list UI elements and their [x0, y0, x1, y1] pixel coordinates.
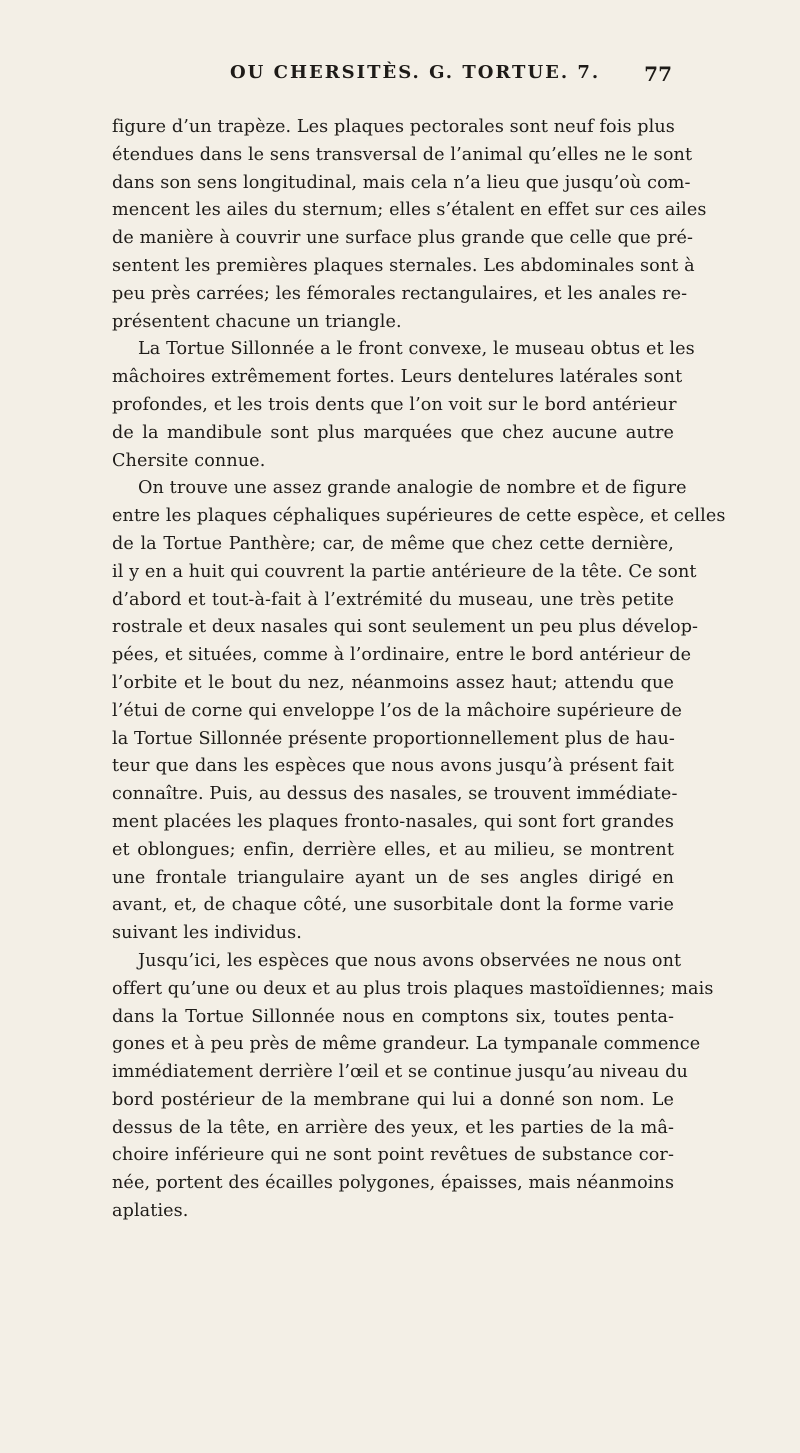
- text-line: bord postérieur de la membrane qui lui a donné son nom. Le: [112, 1089, 674, 1110]
- text-line: présentent chacune un triangle.: [112, 311, 402, 332]
- text-line: immédiatement derrière l’œil et se continue jusqu’au niveau du: [112, 1062, 688, 1083]
- text-line: mencent les ailes du sternum; elles s’étalent en effet sur ces ailes: [112, 200, 707, 221]
- text-line: née, portent des écailles polygones, épaisses, mais néanmoins: [112, 1173, 675, 1194]
- text-line: Jusqu’ici, les espèces que nous avons observées ne nous ont: [138, 950, 682, 971]
- text-line: l’orbite et le bout du nez, néanmoins assez haut; attendu que: [112, 672, 674, 693]
- text-line: la Tortue Sillonnée présente proportionnellement plus de hau-: [112, 728, 675, 749]
- text-line: suivant les individus.: [112, 923, 302, 944]
- text-line: de la mandibule sont plus marquées que chez aucune autre: [112, 422, 674, 443]
- text-line: ment placées les plaques fronto-nasales, qui sont fort grandes: [112, 811, 674, 832]
- text-line: de manière à couvrir une surface plus grande que celle que pré-: [112, 228, 694, 249]
- text-line: et oblongues; enfin, derrière elles, et au milieu, se montrent: [112, 839, 674, 860]
- text-line: connaître. Puis, au dessus des nasales, se trouvent immédiate-: [112, 784, 678, 805]
- page-number: 77: [644, 62, 672, 86]
- text-line: choire inférieure qui ne sont point revêtues de substance cor-: [112, 1145, 674, 1166]
- text-line: dessus de la tête, en arrière des yeux, et les parties de la mâ-: [112, 1117, 674, 1138]
- text-line: étendues dans le sens transversal de l’animal qu’elles ne le sont: [112, 144, 693, 165]
- text-line: mâchoires extrêmement fortes. Leurs dentelures latérales sont: [112, 367, 683, 388]
- text-line: On trouve une assez grande analogie de nombre et de figure: [138, 478, 687, 499]
- text-line: une frontale triangulaire ayant un de ses angles dirigé en: [112, 867, 674, 888]
- text-line: l’étui de corne qui enveloppe l’os de la mâchoire supérieure de: [112, 700, 682, 721]
- body-text: [112, 114, 726, 1226]
- text-line: entre les plaques céphaliques supérieures de cette espèce, et celles: [112, 506, 726, 527]
- text-line: rostrale et deux nasales qui sont seulement un peu plus dévelop-: [112, 617, 699, 638]
- text-line: gones et à peu près de même grandeur. La tympanale commence: [112, 1034, 701, 1055]
- text-line: dans la Tortue Sillonnée nous en comptons six, toutes penta-: [112, 1006, 674, 1027]
- text-line: peu près carrées; les fémorales rectangulaires, et les anales re-: [112, 283, 688, 304]
- text-line: sentent les premières plaques sternales. Les abdominales sont à: [112, 255, 695, 276]
- page-header: [112, 62, 672, 92]
- text-line: avant, et, de chaque côté, une susorbitale dont la forme varie: [112, 895, 674, 916]
- text-line: La Tortue Sillonnée a le front convexe, le museau obtus et les: [138, 339, 695, 360]
- text-line: pées, et situées, comme à l’ordinaire, entre le bord antérieur de: [112, 645, 692, 666]
- text-line: il y en a huit qui couvrent la partie antérieure de la tête. Ce sont: [112, 561, 697, 582]
- text-line: de la Tortue Panthère; car, de même que chez cette dernière,: [112, 533, 674, 554]
- text-line: profondes, et les trois dents que l’on voit sur le bord antérieur: [112, 394, 677, 415]
- text-line: figure d’un trapèze. Les plaques pectorales sont neuf fois plus: [112, 117, 675, 137]
- text-line: offert qu’une ou deux et au plus trois plaques mastoïdiennes; mais: [112, 978, 714, 999]
- text-line: dans son sens longitudinal, mais cela n’a lieu que jusqu’où com-: [112, 172, 691, 193]
- running-head: OU CHERSITÈS. G. TORTUE. 7.: [230, 62, 601, 83]
- text-line: d’abord et tout-à-fait à l’extrémité du museau, une très petite: [112, 589, 674, 610]
- text-line: Chersite connue.: [112, 450, 266, 471]
- text-line: aplaties.: [112, 1201, 189, 1222]
- text-line: teur que dans les espèces que nous avons jusqu’à présent fait: [112, 756, 674, 777]
